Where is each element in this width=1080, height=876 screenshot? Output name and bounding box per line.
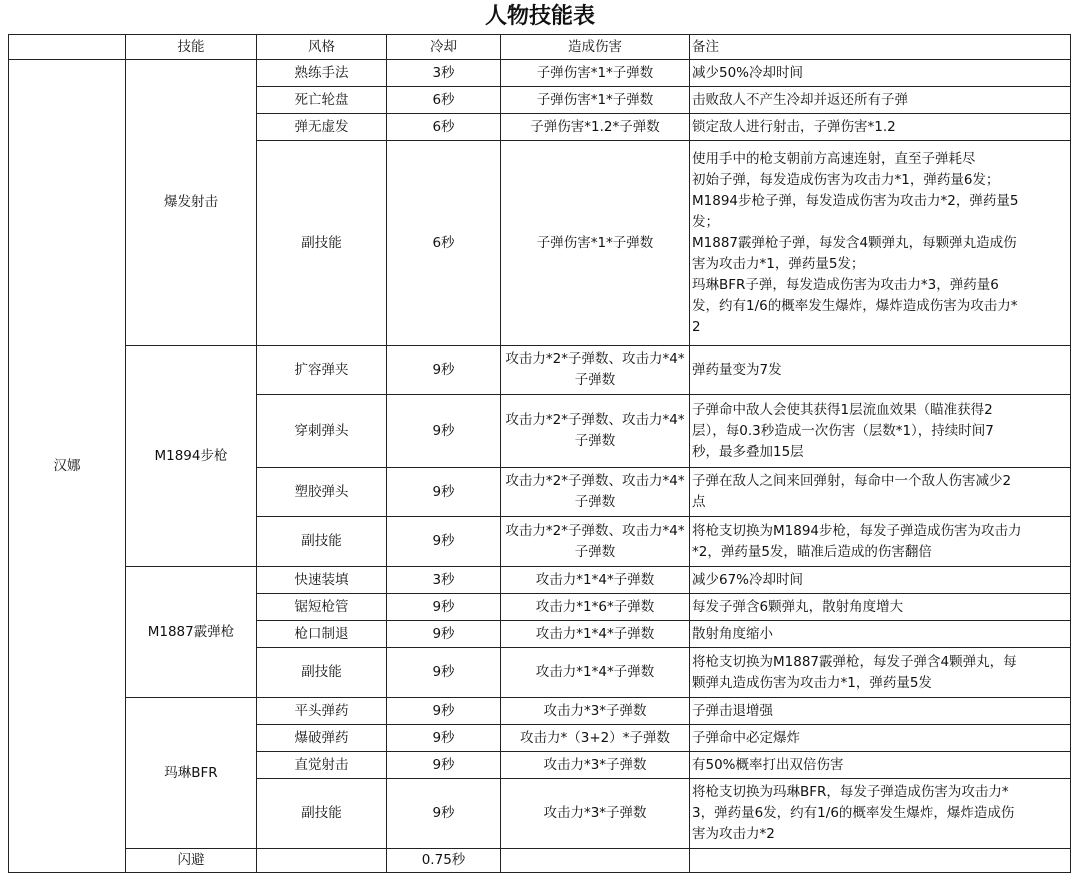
style-name: 副技能 — [257, 648, 387, 698]
skill-name: 闪避 — [126, 849, 257, 873]
style-name: 死亡轮盘 — [257, 87, 387, 114]
style-name: 熟练手法 — [257, 60, 387, 87]
skill-name: M1887霰弹枪 — [126, 567, 257, 698]
note-line: 秒，最多叠加15层 — [692, 443, 804, 460]
note-line: M1887霰弹枪子弹，每发含4颗弹丸，每颗弹丸造成伤 — [692, 234, 1017, 251]
note-line: 锁定敌人进行射击，子弹伤害*1.2 — [692, 118, 896, 135]
skill-row — [9, 567, 1071, 594]
style-name: 穿刺弹头 — [257, 395, 387, 468]
note-text — [690, 114, 1071, 141]
style-name: 快速装填 — [257, 567, 387, 594]
header-row — [9, 35, 1071, 60]
note-text — [690, 395, 1071, 468]
cooldown-value: 3秒 — [387, 60, 501, 87]
style-name: 直觉射击 — [257, 752, 387, 779]
cooldown-value: 9秒 — [387, 752, 501, 779]
damage-line: 4*子弹数 — [574, 473, 685, 510]
style-name — [257, 849, 387, 873]
damage-formula — [501, 468, 690, 517]
skill-row — [9, 346, 1071, 395]
damage-line: 4*子弹数 — [574, 522, 685, 560]
damage-line: 攻击力*2*子弹数、攻击力* — [505, 351, 670, 367]
note-line: M1894步枪子弹，每发造成伤害为攻击力*2，弹药量5 — [692, 192, 1019, 209]
note-line: 害为攻击力*2 — [692, 826, 775, 842]
note-line: 有50%概率打出双倍伤害 — [692, 756, 844, 773]
damage-formula: 攻击力*3*子弹数 — [501, 779, 690, 849]
damage-formula — [501, 849, 690, 873]
note-text — [690, 725, 1071, 752]
skill-table-body — [9, 35, 1071, 873]
damage-formula: 子弹伤害*1*子弹数 — [501, 87, 690, 114]
note-line: 击败敌人不产生冷却并返还所有子弹 — [692, 91, 908, 108]
note-line: *2，弹药量5发，瞄准后造成的伤害翻倍 — [692, 543, 932, 560]
damage-formula: 攻击力*（3+2）*子弹数 — [501, 725, 690, 752]
note-text — [690, 594, 1071, 621]
damage-formula: 攻击力*1*4*子弹数 — [501, 648, 690, 698]
note-line: 2 — [692, 318, 701, 335]
note-line: 发，约有1/6的概率发生爆炸，爆炸造成伤害为攻击力* — [692, 297, 1018, 314]
note-text — [690, 346, 1071, 395]
note-text — [690, 468, 1071, 517]
damage-formula — [501, 346, 690, 395]
note-line: 害为攻击力*1，弹药量5发； — [692, 255, 865, 272]
note-text — [690, 567, 1071, 594]
note-line: 3，弹药量6发，约有1/6的概率发生爆炸，爆炸造成伤 — [692, 805, 1015, 821]
note-line: 初始子弹，每发造成伤害为攻击力*1，弹药量6发； — [692, 171, 1000, 188]
cooldown-value: 9秒 — [387, 621, 501, 648]
damage-formula: 攻击力*1*4*子弹数 — [501, 567, 690, 594]
note-text — [690, 752, 1071, 779]
style-name: 塑胶弹头 — [257, 468, 387, 517]
damage-line: 攻击力*2*子弹数、攻击力* — [505, 473, 670, 489]
cooldown-value: 6秒 — [387, 114, 501, 141]
damage-line: 攻击力*2*子弹数、攻击力* — [505, 412, 670, 428]
note-line: 层），每0.3秒造成一次伤害（层数*1），持续时间7 — [692, 422, 994, 439]
cooldown-value: 9秒 — [387, 395, 501, 468]
damage-formula — [501, 517, 690, 567]
damage-formula: 子弹伤害*1*子弹数 — [501, 141, 690, 346]
note-line: 弹药量变为7发 — [692, 361, 782, 378]
note-line: 减少67%冷却时间 — [692, 571, 804, 588]
style-name: 平头弹药 — [257, 698, 387, 725]
note-line: 子弹命中敌人会使其获得1层流血效果（瞄准获得2 — [692, 401, 993, 418]
header-empty-cell — [9, 35, 126, 60]
cooldown-value: 9秒 — [387, 648, 501, 698]
style-name: 锯短枪管 — [257, 594, 387, 621]
note-text — [690, 621, 1071, 648]
note-text — [690, 60, 1071, 87]
skill-row — [9, 698, 1071, 725]
note-line: 使用手中的枪支朝前方高速连射，直至子弹耗尽 — [692, 150, 976, 167]
style-name: 扩容弹夹 — [257, 346, 387, 395]
note-line: 子弹击退增强 — [692, 702, 773, 719]
note-text — [690, 648, 1071, 698]
dodge-row — [9, 849, 1071, 873]
skill-table — [8, 34, 1071, 873]
damage-formula: 攻击力*3*子弹数 — [501, 752, 690, 779]
note-line: 发； — [692, 213, 719, 230]
note-line: 每发子弹含6颗弹丸，散射角度增大 — [692, 598, 904, 615]
style-name: 副技能 — [257, 517, 387, 567]
header-note: 备注 — [690, 35, 1071, 60]
note-text — [690, 517, 1071, 567]
cooldown-value: 9秒 — [387, 517, 501, 567]
cooldown-value: 9秒 — [387, 594, 501, 621]
note-text — [690, 141, 1071, 346]
page-title: 人物技能表 — [484, 4, 595, 29]
skill-name: 爆发射击 — [126, 60, 257, 346]
cooldown-value: 0.75秒 — [387, 849, 501, 873]
header-style: 风格 — [257, 35, 387, 60]
style-name: 爆破弹药 — [257, 725, 387, 752]
skill-name: M1894步枪 — [126, 346, 257, 567]
header-cooldown: 冷却 — [387, 35, 501, 60]
style-name: 副技能 — [257, 141, 387, 346]
note-line: 将枪支切换为玛琳BFR，每发子弹造成伤害为攻击力* — [692, 784, 1009, 800]
note-line: 颗弹丸造成伤害为攻击力*1，弹药量5发 — [692, 674, 932, 691]
note-line: 玛琳BFR子弹，每发造成伤害为攻击力*3，弹药量6 — [692, 276, 999, 293]
damage-formula: 子弹伤害*1*子弹数 — [501, 60, 690, 87]
skill-name: 玛琳BFR — [126, 698, 257, 849]
style-name: 弹无虚发 — [257, 114, 387, 141]
note-text — [690, 698, 1071, 725]
skill-row — [9, 60, 1071, 87]
damage-formula — [501, 395, 690, 468]
damage-line: 攻击力*2*子弹数、攻击力* — [505, 522, 670, 539]
style-name: 枪口制退 — [257, 621, 387, 648]
damage-formula: 攻击力*3*子弹数 — [501, 698, 690, 725]
header-skill: 技能 — [126, 35, 257, 60]
cooldown-value: 6秒 — [387, 141, 501, 346]
note-line: 子弹命中必定爆炸 — [692, 729, 800, 746]
character-name: 汉娜 — [9, 60, 126, 873]
damage-formula: 子弹伤害*1.2*子弹数 — [501, 114, 690, 141]
note-text — [690, 779, 1071, 849]
note-text — [690, 849, 1071, 873]
cooldown-value: 9秒 — [387, 468, 501, 517]
note-line: 将枪支切换为M1887霰弹枪，每发子弹含4颗弹丸，每 — [692, 653, 1017, 670]
cooldown-value: 6秒 — [387, 87, 501, 114]
damage-formula: 攻击力*1*4*子弹数 — [501, 621, 690, 648]
cooldown-value: 9秒 — [387, 725, 501, 752]
cooldown-value: 9秒 — [387, 779, 501, 849]
note-line: 点 — [692, 494, 706, 510]
note-line: 散射角度缩小 — [692, 625, 773, 642]
note-line: 子弹在敌人之间来回弹射，每命中一个敌人伤害减少2 — [692, 473, 1012, 489]
cooldown-value: 9秒 — [387, 346, 501, 395]
cooldown-value: 3秒 — [387, 567, 501, 594]
note-line: 减少50%冷却时间 — [692, 64, 804, 81]
note-line: 将枪支切换为M1894步枪，每发子弹造成伤害为攻击力 — [692, 522, 1022, 539]
damage-line: 4*子弹数 — [574, 412, 685, 449]
header-damage: 造成伤害 — [501, 35, 690, 60]
damage-line: 4*子弹数 — [574, 351, 685, 388]
damage-formula: 攻击力*1*6*子弹数 — [501, 594, 690, 621]
note-text — [690, 87, 1071, 114]
cooldown-value: 9秒 — [387, 698, 501, 725]
style-name: 副技能 — [257, 779, 387, 849]
